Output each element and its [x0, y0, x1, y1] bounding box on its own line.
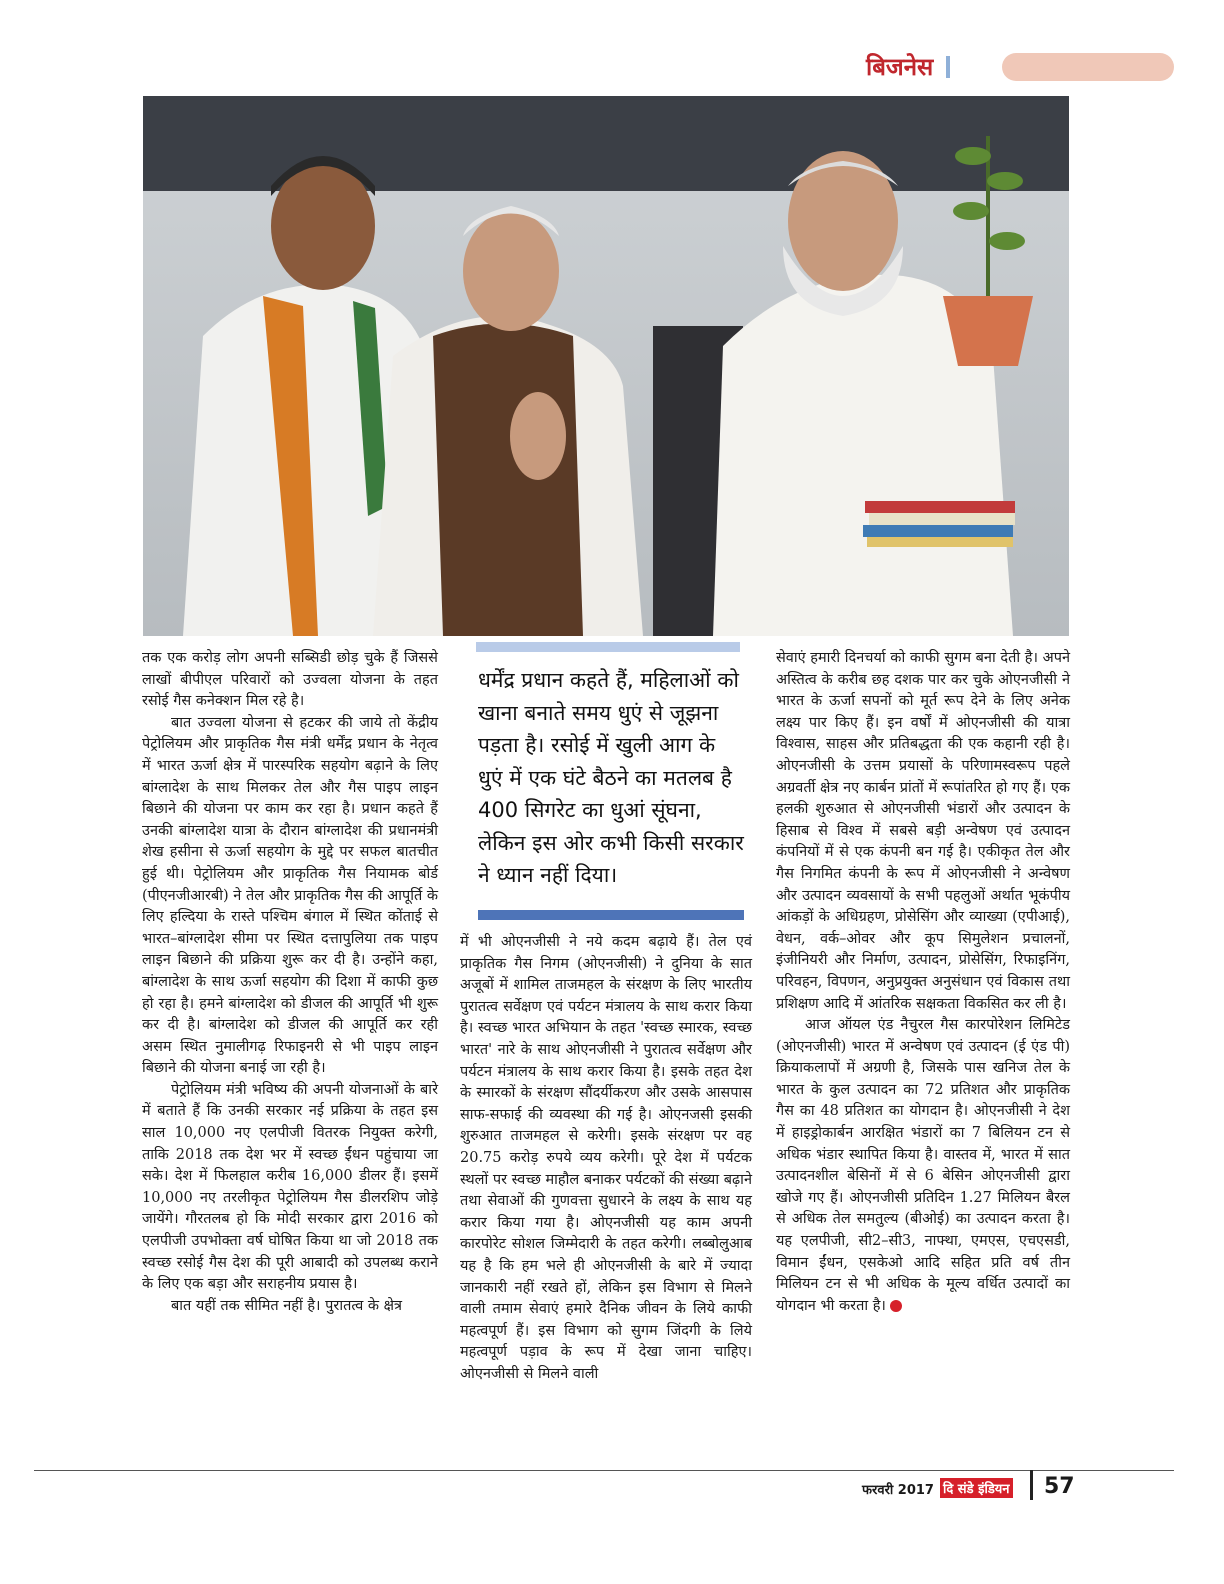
paragraph: में भी ओएनजीसी ने नये कदम बढ़ाये हैं। तेल एवं प्राकृतिक गैस निगम (ओएनजीसी) ने दुनिया के सात अजूबों में शामिल ताजमहल के संरक्षण के लिए भारतीय पुरातत्व सर्वेक्षण एवं पर्यटन मंत्रालय के साथ करार किया है। स्वच्छ भारत अभियान के तहत 'स्वच्छ स्मारक, स्वच्छ भारत' नारे के साथ ओएनजीसी ने पुरातत्व सर्वेक्षण और पर्यटन मंत्रालय के साथ करार किया है। इसके तहत देश के स्मारकों के संरक्षण सौंदर्यीकरण और उसके आसपास साफ-सफाई की व्यवस्था की गई है। ओएनजसी इसकी शुरुआत ताजमहल से करेगी। इसके संरक्षण पर वह 20.75 करोड़ रुपये व्यय करेगी। पूरे देश में पर्यटक स्थलों पर स्वच्छ माहौल बनाकर पर्यटकों की संख्या बढ़ाने तथा सेवाओं की गुणवत्ता सुधारने के लक्ष्य के साथ यह करार किया गया है। ओएनजीसी यह काम अपनी कारपोरेट सोशल जिम्मेदारी के तहत करेगी। लब्बोलुआब यह है कि हम भले ही ओएनजीसी के बारे में ज्यादा जानकारी नहीं रखते हों, लेकिन इस विभाग से मिलने वाली तमाम सेवाएं हमारे दैनिक जीवन के लिये काफी महत्वपूर्ण हैं। इस विभाग को सुगम जिंदगी के लिये महत्वपूर्ण पड़ाव के रूप में देखा जाना चाहिए। ओएनजीसी से मिलने वाली	[460, 934, 752, 1382]
issue-date: फरवरी 2017	[862, 1483, 934, 1498]
section-title: बिजनेस	[866, 52, 934, 81]
paragraph-text: आज ऑयल एंड नैचुरल गैस कारपोरेशन लिमिटेड (ओएनजीसी) भारत में अन्वेषण एवं उत्पादन (ई एंड पी) क्रियाकलापों में अग्रणी है, जिसके पास खनिज तेल के भारत के कुल उत्पादन का 72 प्रतिशत और प्राकृतिक गैस का 48 प्रतिशत का योगदान है। ओएनजीसी ने देश में हाइड्रोकार्बन आरक्षित भंडारों का 7 बिलियन टन से अधिक भंडार स्थापित किया है। वास्तव में, भारत में सात उत्पादनशील बेसिनों में से 6 बेसिन ओएनजीसी द्वारा खोजे गए हैं। ओएनजीसी प्रतिदिन 1.27 मिलियन बैरल से अधिक तेल समतुल्य (बीओई) का उत्पादन करता है। यह एलपीजी, सी2–सी3, नाफ्था, एमएस, एचएसडी, विमान ईंधन, एसकेओ आदि सहित प्रति वर्ष तीन मिलियन टन से भी अधिक के मूल्य वर्धित उत्पादों का योगदान भी करता है।	[776, 1017, 1070, 1314]
paragraph-last	[776, 1015, 1070, 1317]
article-column-2	[460, 932, 752, 1385]
article-column-1	[142, 648, 438, 1317]
header-decoration	[1002, 53, 1174, 81]
paragraph: बात यहीं तक सीमित नहीं है। पुरातत्व के क्षेत्र	[171, 1297, 403, 1314]
pullquote-bottom-rule	[478, 910, 744, 920]
magazine-logo: दि संडे इंडियन	[940, 1478, 1013, 1498]
footer-separator	[1030, 1470, 1033, 1500]
header-separator	[946, 56, 950, 78]
paragraph: सेवाएं हमारी दिनचर्या को काफी सुगम बना देती है। अपने अस्तित्व के करीब छह दशक पार कर चुके ओएनजीसी ने भारत के ऊर्जा सपनों को मूर्त रूप देने के लिए अनेक लक्ष्य पार किए हैं। इन वर्षों में ओएनजीसी की यात्रा विश्वास, साहस और प्रतिबद्धता की एक कहानी रही है। ओएनजीसी के उत्तम प्रयासों के परिणामस्वरूप पहले अग्रवर्ती क्षेत्र नए कार्बन प्रांतों में रूपांतरित हो गए हैं। एक हलकी शुरुआत से ओएनजीसी भंडारों और उत्पादन के हिसाब से विश्व में सबसे बड़ी अन्वेषण एवं उत्पादन कंपनियों में से एक कंपनी बन गई है। एकीकृत तेल और गैस निगमित कंपनी के रूप में ओएनजीसी ने अन्वेषण और उत्पादन व्यवसायों के सभी पहलुओं अर्थात भूकंपीय आंकड़ों के अधिग्रहण, प्रोसेसिंग और व्याख्या (एपीआई), वेधन, वर्क–ओवर और कूप सिमुलेशन प्रचालनों, इंजीनियरी और निर्माण, उत्पादन, प्रोसेसिंग, रिफाइनिंग, परिवहन, विपणन, अनुप्रयुक्त अनुसंधान एवं विकास तथा प्रशिक्षण आदि में आंतरिक सक्षकता विकसित कर ली है।	[776, 650, 1070, 1012]
article-photo	[143, 96, 1069, 636]
end-mark-icon	[890, 1300, 902, 1312]
pullquote-top-rule	[476, 642, 740, 652]
paragraph: पेट्रोलियम मंत्री भविष्य की अपनी योजनाओं के बारे में बताते हैं कि उनकी सरकार नई प्रक्रिया के तहत इस साल 10,000 नए एलपीजी वितरक नियुक्त करेगी, ताकि 2018 तक देश भर में स्वच्छ ईंधन पहुंचाया जा सके। देश में फिलहाल करीब 16,000 डीलर हैं। इसमें 10,000 नए तरलीकृत पेट्रोलियम गैस डीलरशिप जोड़े जायेंगे। गौरतलब हो कि मोदी सरकार द्वारा 2016 को एलपीजी उपभोक्ता वर्ष घोषित किया था जो 2018 तक स्वच्छ रसोई गैस देश की पूरी आबादी को उपलब्ध कराने के लिए एक बड़ा और सराहनीय प्रयास है।	[142, 1081, 438, 1293]
paragraph: बात उज्वला योजना से हटकर की जाये तो केंद्रीय पेट्रोलियम और प्राकृतिक गैस मंत्री धर्मेंद्र प्रधान के नेतृत्व में भारत ऊर्जा क्षेत्र में पारस्परिक सहयोग बढ़ाने के लिए बांग्लादेश के साथ मिलकर तेल और गैस पाइप लाइन बिछाने की योजना पर काम कर रहा है। प्रधान कहते हैं उनकी बांग्लादेश यात्रा के दौरान बांग्लादेश की प्रधानमंत्री शेख हसीना से ऊर्जा सहयोग के मुद्दे पर सफल बातचीत हुई थी। पेट्रोलियम और प्राकृतिक गैस नियामक बोर्ड (पीएनजीआरबी) ने तेल और प्राकृतिक गैस की आपूर्ति के लिए हल्दिया के रास्ते पश्चिम बंगाल में स्थित कोंताई से भारत–बांग्लादेश सीमा पर स्थित दत्तापुलिया तक पाइप लाइन बिछाने की प्रक्रिया शुरू कर दी है। उन्होंने कहा, बांग्लादेश के साथ ऊर्जा सहयोग की दिशा में काफी कुछ हो रहा है। हमने बांग्लादेश को डीजल की आपूर्ति भी शुरू कर दी है। बांग्लादेश को डीजल की आपूर्ति कर रही असम स्थित नुमालीगढ़ रिफाइनरी से भी पाइप लाइन बिछाने की योजना बनाई जा रही है।	[142, 714, 438, 1077]
photo-three-men-with-plant-icon	[143, 96, 1069, 636]
page-number: 57	[1044, 1474, 1075, 1499]
paragraph: तक एक करोड़ लोग अपनी सब्सिडी छोड़ चुके हैं जिससे लाखों बीपीएल परिवारों को उज्वला योजना के तहत रसोई गैस कनेक्शन मिल रहे है।	[142, 650, 438, 710]
article-column-3	[776, 648, 1070, 1317]
footer-rule	[34, 1470, 1174, 1471]
pullquote: धर्मेंद्र प्रधान कहते हैं, महिलाओं को खाना बनाते समय धुएं से जूझना पड़ता है। रसोई में खुली आग के धुएं में एक घंटे बैठने का मतलब है 400 सिगरेट का धुआं सूंघना, लेकिन इस ओर कभी किसी सरकार ने ध्यान नहीं दिया।	[478, 668, 744, 887]
